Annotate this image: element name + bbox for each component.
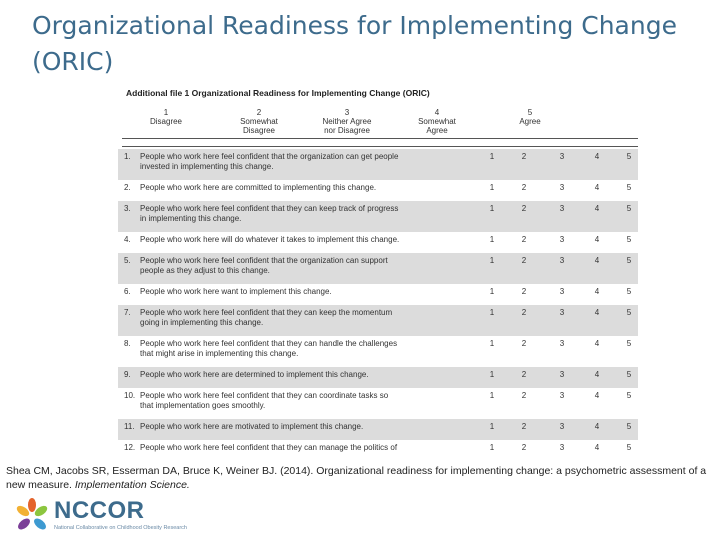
scale-header-5 <box>508 108 552 136</box>
rating-option: 1 <box>489 391 495 400</box>
rating-option: 3 <box>559 443 565 452</box>
item-statement: People who work here will do whatever it takes to implement this change. <box>140 235 400 244</box>
citation <box>6 464 714 492</box>
rating-option: 1 <box>489 339 495 348</box>
item-number: 5. <box>124 256 131 265</box>
rating-option: 4 <box>594 235 600 244</box>
questionnaire-title: Additional file 1 Organizational Readiness for Implementing Change (ORIC) <box>126 88 430 98</box>
rating-option: 1 <box>489 370 495 379</box>
nccor-logo <box>14 497 187 537</box>
rating-option: 4 <box>594 256 600 265</box>
item-statement: People who work here feel confident that they can keep track of progress in implementing this change. <box>140 204 399 223</box>
rating-option: 3 <box>559 308 565 317</box>
nccor-logo-icon <box>14 497 50 537</box>
rating-option: 5 <box>626 422 632 431</box>
rating-option: 4 <box>594 204 600 213</box>
questionnaire-row <box>118 419 638 440</box>
rating-option: 5 <box>626 370 632 379</box>
rating-option: 1 <box>489 152 495 161</box>
rating-option: 3 <box>559 391 565 400</box>
questionnaire-row <box>118 232 638 253</box>
scale-label: Neither Agree nor Disagree <box>322 117 372 135</box>
citation-text: Shea CM, Jacobs SR, Esserman DA, Bruce K, Weiner BJ. (2014). Organizational readiness for implementing change: a psychometric assessment of a new measure. <box>6 465 707 491</box>
scale-value: 5 <box>527 108 533 117</box>
item-statement: People who work here are motivated to implement this change. <box>140 422 364 431</box>
scale-value: 4 <box>434 108 440 117</box>
rating-option: 2 <box>521 183 527 192</box>
logo-tagline: National Collaborative on Childhood Obesity Research <box>54 525 187 531</box>
rating-option: 5 <box>626 339 632 348</box>
item-number: 7. <box>124 308 131 317</box>
scale-label: Disagree <box>149 117 182 126</box>
logo-wordmark: NCCOR <box>54 497 145 524</box>
scale-label: Somewhat Agree <box>418 117 456 135</box>
item-number: 1. <box>124 152 131 161</box>
rating-option: 1 <box>489 308 495 317</box>
rating-option: 4 <box>594 422 600 431</box>
rating-option: 2 <box>521 339 527 348</box>
item-number: 12. <box>124 443 136 452</box>
rating-option: 4 <box>594 183 600 192</box>
rating-option: 2 <box>521 370 527 379</box>
rating-option: 1 <box>489 183 495 192</box>
rating-option: 3 <box>559 152 565 161</box>
rating-option: 3 <box>559 204 565 213</box>
rating-option: 2 <box>521 422 527 431</box>
rating-option: 4 <box>594 339 600 348</box>
rating-option: 4 <box>594 152 600 161</box>
rating-option: 2 <box>521 308 527 317</box>
scale-label: Somewhat Disagree <box>240 117 278 135</box>
questionnaire-row <box>118 201 638 232</box>
rating-option: 2 <box>521 204 527 213</box>
item-statement: People who work here want to implement this change. <box>140 287 332 296</box>
rating-option: 2 <box>521 287 527 296</box>
item-number: 4. <box>124 235 131 244</box>
item-statement: People who work here feel confident that they can manage the politics of <box>140 443 398 452</box>
rating-option: 3 <box>559 256 565 265</box>
rating-option: 1 <box>489 443 495 452</box>
header-rule <box>122 146 638 147</box>
item-number: 9. <box>124 370 131 379</box>
item-statement: People who work here feel confident that the organization can support people as they adjust to this change. <box>140 256 388 275</box>
rating-option: 2 <box>521 235 527 244</box>
rating-option: 5 <box>626 256 632 265</box>
rating-option: 5 <box>626 391 632 400</box>
item-statement: People who work here feel confident that they can coordinate tasks so that implementation goes smoothly. <box>140 391 389 410</box>
rating-option: 3 <box>559 339 565 348</box>
item-number: 3. <box>124 204 131 213</box>
scale-label: Agree <box>519 117 541 126</box>
rating-option: 5 <box>626 152 632 161</box>
questionnaire-row <box>118 388 638 419</box>
scale-value: 3 <box>344 108 350 117</box>
rating-option: 5 <box>626 287 632 296</box>
rating-option: 5 <box>626 183 632 192</box>
rating-option: 1 <box>489 235 495 244</box>
item-number: 2. <box>124 183 131 192</box>
rating-option: 3 <box>559 422 565 431</box>
rating-option: 3 <box>559 183 565 192</box>
oric-questionnaire-image <box>118 84 638 452</box>
item-statement: People who work here feel confident that they can handle the challenges that might arise in implementing this change. <box>140 339 398 358</box>
rating-option: 4 <box>594 391 600 400</box>
rating-option: 3 <box>559 370 565 379</box>
rating-option: 2 <box>521 256 527 265</box>
questionnaire-row <box>118 440 638 461</box>
rating-option: 1 <box>489 204 495 213</box>
rating-option: 3 <box>559 235 565 244</box>
questionnaire-row <box>118 336 638 367</box>
item-number: 8. <box>124 339 131 348</box>
rating-option: 5 <box>626 204 632 213</box>
item-number: 10. <box>124 391 136 400</box>
rating-option: 3 <box>559 287 565 296</box>
questionnaire-row <box>118 305 638 336</box>
rating-option: 4 <box>594 370 600 379</box>
rating-option: 4 <box>594 443 600 452</box>
rating-option: 4 <box>594 287 600 296</box>
item-statement: People who work here are committed to implementing this change. <box>140 183 377 192</box>
rating-option: 1 <box>489 422 495 431</box>
slide-title: Organizational Readiness for Implementing Change (ORIC) <box>32 11 677 76</box>
rating-option: 2 <box>521 443 527 452</box>
citation-journal: Implementation Science. <box>74 479 190 491</box>
rating-option: 5 <box>626 235 632 244</box>
rating-option: 1 <box>489 256 495 265</box>
scale-value: 1 <box>163 108 169 117</box>
rating-option: 5 <box>626 308 632 317</box>
scale-header-4 <box>404 108 470 136</box>
questionnaire-row <box>118 253 638 284</box>
scale-header-3 <box>310 108 384 136</box>
item-number: 11. <box>124 422 135 431</box>
questionnaire-row <box>118 149 638 180</box>
item-statement: People who work here feel confident that they can keep the momentum going in implementing this change. <box>140 308 393 327</box>
questionnaire-row <box>118 367 638 388</box>
rating-option: 2 <box>521 152 527 161</box>
scale-value: 2 <box>256 108 262 117</box>
rating-option: 1 <box>489 287 495 296</box>
item-statement: People who work here are determined to implement this change. <box>140 370 369 379</box>
rating-option: 4 <box>594 308 600 317</box>
questionnaire-row <box>118 180 638 201</box>
questionnaire-row <box>118 284 638 305</box>
header-rule <box>122 138 638 139</box>
scale-header-2 <box>226 108 292 136</box>
rating-option: 5 <box>626 443 632 452</box>
item-number: 6. <box>124 287 131 296</box>
rating-option: 2 <box>521 391 527 400</box>
scale-header-1 <box>136 108 196 136</box>
item-statement: People who work here feel confident that the organization can get people invested in implementing this change. <box>140 152 399 171</box>
